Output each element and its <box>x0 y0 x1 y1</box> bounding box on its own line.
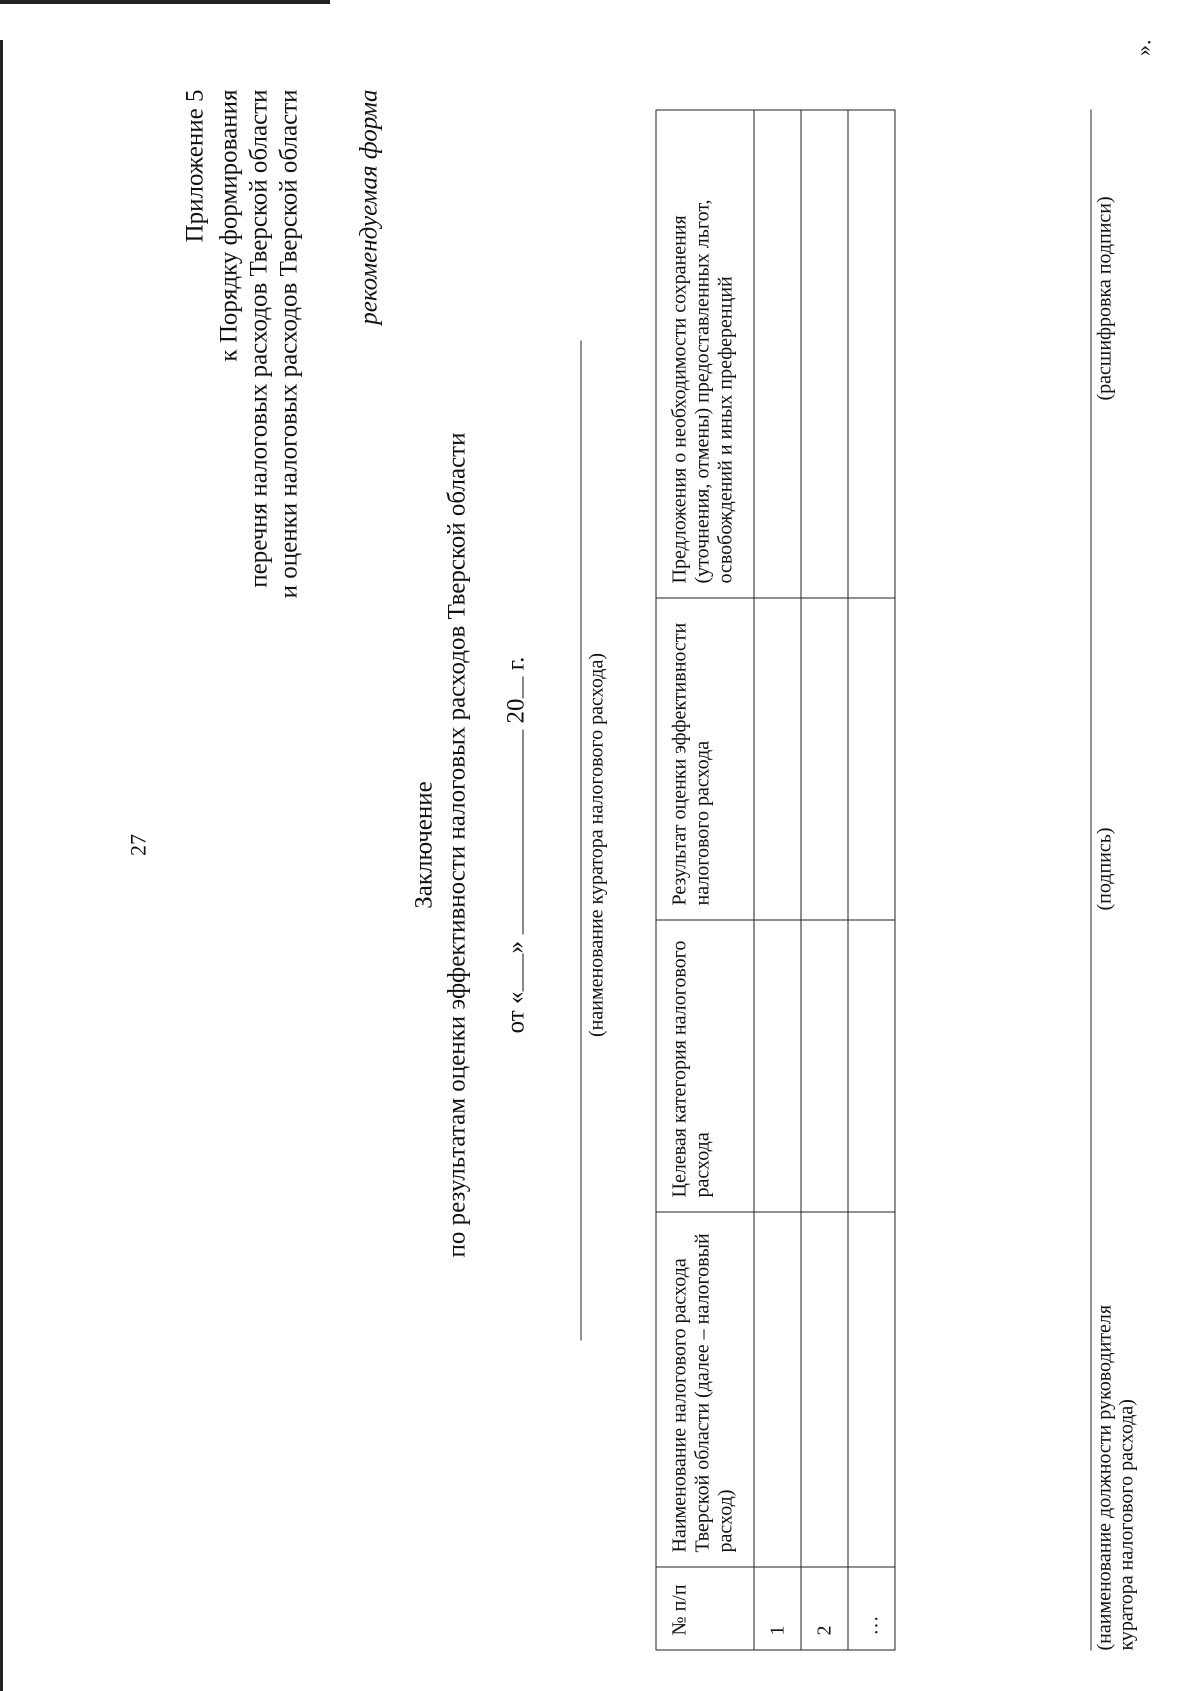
header-target-category: Целевая категория налогового расхода <box>656 920 754 1212</box>
table-cell[interactable] <box>754 920 801 1212</box>
month-blank[interactable] <box>501 730 524 935</box>
header-proposals: Предложения о необходимости сохранения (уточнения, отмены) предоставленных льгот, освобождений и иных преференций <box>656 110 754 598</box>
date-suffix: г. <box>502 656 530 671</box>
appendix-line: к Порядку формирования <box>215 89 243 362</box>
table-cell[interactable] <box>848 1212 895 1567</box>
table-cell[interactable] <box>801 598 848 920</box>
date-prefix: от « <box>502 991 530 1034</box>
header-number: № п/п <box>656 1567 754 1650</box>
table-cell[interactable] <box>754 598 801 920</box>
row-number: … <box>848 1567 895 1650</box>
signature-caption: (подпись) <box>1093 827 1116 911</box>
tax-expense-table <box>656 110 896 1651</box>
table-cell[interactable] <box>848 110 895 598</box>
date-year-prefix: 20 <box>502 698 530 724</box>
table-row <box>848 110 895 1650</box>
curator-caption: (наименование куратора налогового расхода) <box>585 653 608 1037</box>
table-row <box>801 110 848 1650</box>
table-cell[interactable] <box>848 598 895 920</box>
page-number: 27 <box>125 834 151 856</box>
row-number: 2 <box>801 1567 848 1650</box>
header-tax-expense-name: Наименование налогового расхода Тверской области (далее – налоговый расход) <box>656 1212 754 1567</box>
table-header-row <box>656 110 754 1650</box>
document-title: Заключение <box>410 781 438 909</box>
table-cell[interactable] <box>801 1212 848 1567</box>
curator-name-line[interactable] <box>581 341 582 1341</box>
document-subtitle: по результатам оценки эффективности налоговых расходов Тверской области <box>443 432 471 1258</box>
table-row <box>754 110 801 1650</box>
closing-quote: ». <box>1130 39 1156 56</box>
table-cell[interactable] <box>754 110 801 598</box>
table-cell[interactable] <box>848 920 895 1212</box>
appendix-title: Приложение 5 <box>181 89 209 243</box>
row-number: 1 <box>754 1567 801 1650</box>
appendix-header <box>181 90 305 599</box>
document-page <box>1 0 1200 1691</box>
table-cell[interactable] <box>801 110 848 598</box>
day-blank[interactable] <box>501 954 524 992</box>
table-cell[interactable] <box>801 920 848 1212</box>
position-caption: (наименование должности руководителя куратора налогового расхода) <box>1093 1304 1138 1651</box>
table-cell[interactable] <box>754 1212 801 1567</box>
signature-line[interactable] <box>1091 110 1092 1651</box>
date-mid: » <box>502 941 530 954</box>
date-line <box>501 0 531 1691</box>
form-type-label: рекомендуемая форма <box>355 89 383 325</box>
appendix-line: перечня налоговых расходов Тверской области <box>245 89 273 588</box>
signature-decode-caption: (расшифровка подписи) <box>1093 196 1116 401</box>
header-evaluation-result: Результат оценки эффективности налогового расхода <box>656 598 754 920</box>
year-blank[interactable] <box>501 677 524 699</box>
appendix-line: и оценки налоговых расходов Тверской области <box>275 89 303 599</box>
